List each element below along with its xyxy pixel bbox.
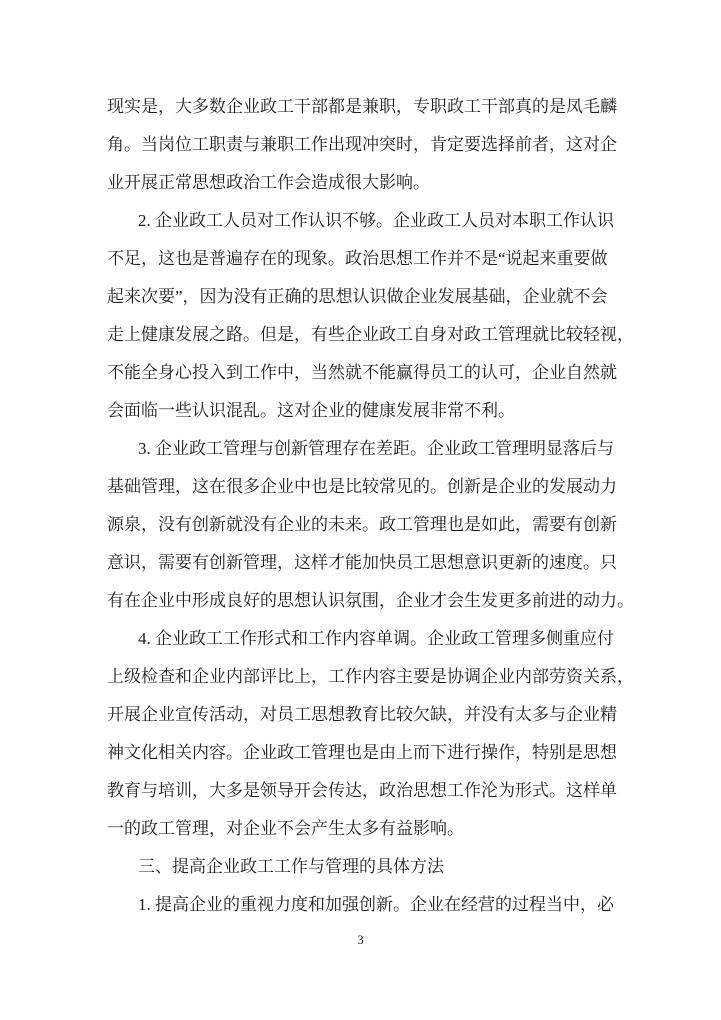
section-heading-line: 三、提高企业政工工作与管理的具体方法 xyxy=(138,857,444,876)
text-line: 4. 企业政工工作形式和工作内容单调。企业政工管理多侧重应付 xyxy=(138,629,614,648)
text-line: 不足，这也是普遍存在的现象。政治思想工作并不是“说起来重要做 xyxy=(107,249,608,268)
section-heading xyxy=(107,848,647,886)
text-line: 会面临一些认识混乱。这对企业的健康发展非常不利。 xyxy=(107,401,515,420)
text-line: 基础管理，这在很多企业中也是比较常见的。创新是企业的发展动力 xyxy=(107,477,617,496)
text-line: 1. 提高企业的重视力度和加强创新。企业在经营的过程当中，必 xyxy=(138,895,614,914)
text-line: 不能全身心投入到工作中，当然就不能赢得员工的认可，企业自然就 xyxy=(107,363,617,382)
text-line: 业开展正常思想政治工作会造成很大影响。 xyxy=(107,173,430,192)
text-line: 3. 企业政工管理与创新管理存在差距。企业政工管理明显落后与 xyxy=(138,439,614,458)
text-line: 上级检查和企业内部评比上，工作内容主要是协调企业内部劳资关系， xyxy=(107,667,634,686)
paragraph-methods-point-1 xyxy=(107,886,647,924)
text-line: 教育与培训，大多是领导开会传达，政治思想工作沦为形式。这样单 xyxy=(107,781,617,800)
document-body xyxy=(107,88,647,924)
text-line: 角。当岗位工职责与兼职工作出现冲突时，肯定要选择前者，这对企 xyxy=(107,135,617,154)
text-line: 2. 企业政工人员对工作认识不够。企业政工人员对本职工作认识 xyxy=(138,211,614,230)
text-line: 神文化相关内容。企业政工管理也是由上而下进行操作，特别是思想 xyxy=(107,743,617,762)
text-line: 起来次要”，因为没有正确的思想认识做企业发展基础，企业就不会 xyxy=(107,287,608,306)
text-line: 走上健康发展之路。但是，有些企业政工自身对政工管理就比较轻视， xyxy=(107,325,634,344)
text-line: 现实是，大多数企业政工干部都是兼职，专职政工干部真的是凤毛麟 xyxy=(107,97,617,116)
text-line: 有在企业中形成良好的思想认识氛围，企业才会生发更多前进的动力。 xyxy=(107,591,634,610)
text-line: 一的政工管理，对企业不会产生太多有益影响。 xyxy=(107,819,464,838)
page-number: 3 xyxy=(357,932,364,947)
text-line: 源泉，没有创新就没有企业的未来。政工管理也是如此，需要有创新 xyxy=(107,515,617,534)
paragraph-point-2 xyxy=(107,202,647,430)
paragraph-point-3 xyxy=(107,430,647,620)
text-line: 意识，需要有创新管理，这样才能加快员工思想意识更新的速度。只 xyxy=(107,553,617,572)
paragraph-point-4 xyxy=(107,620,647,848)
text-line: 开展企业宣传活动，对员工思想教育比较欠缺，并没有太多与企业精 xyxy=(107,705,617,724)
paragraph-continuation xyxy=(107,88,647,202)
